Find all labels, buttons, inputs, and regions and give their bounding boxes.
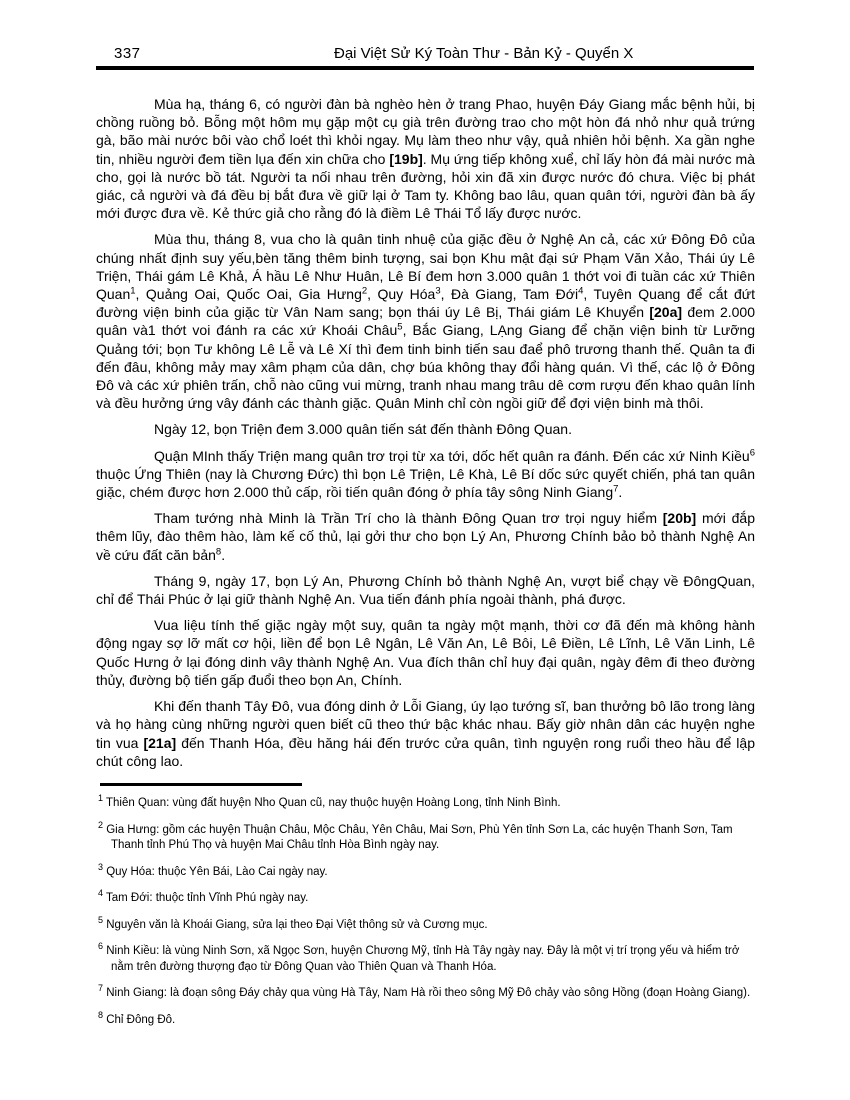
footnote-number: 4 <box>98 888 104 899</box>
text-run: . <box>618 484 623 501</box>
footnote-number: 2 <box>98 819 104 830</box>
footnote-number: 3 <box>98 861 104 872</box>
footnote-text: Tam Đới: thuộc tỉnh Vĩnh Phú ngày nay. <box>103 892 309 904</box>
text-run: mới đắp thêm lũy, đào thêm hào, làm kế cố thủ, lại gởi thư cho bọn Lý An, Phương Chính bảo bỏ thành Nghệ An về cứu đất căn bản <box>96 510 756 563</box>
text-run: Tháng 9, ngày 17, bọn Lý An, Phương Chính bỏ thành Nghệ An, vượt biể chạy về ĐôngQuan, chỉ để Thái Phúc ở lại giữ thành Nghệ An. Vua tiến đánh phía ngoài thành, phá được. <box>96 572 755 608</box>
text-run: , Tuyên Quang để cắt đứt đường viện binh của giặc từ Vân Nam sang; bọn thái úy Lê Bị, Thái giám Lê Khuyển <box>96 286 755 321</box>
footnote-ref: 5 <box>397 321 403 333</box>
footnote <box>98 983 756 1002</box>
footnote-text: Gia Hưng: gồm các huyện Thuận Châu, Mộc Châu, Yên Châu, Mai Sơn, Phù Yên tỉnh Sơn La, các huyện Thanh Sơn, Tam Thanh tỉnh Phú Thọ và huyện Mai Châu tỉnh Hòa Bình ngày nay. <box>103 823 733 851</box>
paragraph <box>96 447 755 502</box>
paragraph <box>96 509 755 564</box>
footnote-ref: 1 <box>130 285 136 297</box>
footnote-number: 6 <box>98 941 104 952</box>
footnote-text: Nguyên văn là Khoái Giang, sửa lại theo Đại Việt thông sử và Cương mục. <box>103 918 488 931</box>
folio-marker: [20b] <box>662 510 697 527</box>
footnote <box>98 941 756 975</box>
footnote-ref: 4 <box>578 285 584 297</box>
footnote-ref: 8 <box>215 546 222 558</box>
header-rule <box>96 66 754 70</box>
text-run: , Bắc Giang, LẠng Giang để chặn viện binh từ Lưỡng Quảng tới; bọn Tư không Lê Lễ và Lê Xí thì đem tinh binh tiến sau đaể phô trương thanh thế. Quân ta đi đến đâu, không mảy may xâm phạm của dân, chợ búa không thay đổi hàng quán. Vì thế, các lộ ở Đông Đô và các xứ phiên trấn, chỗ nào cũng vui mừng, tranh nhau mang trâu dê cơm rượu đến khao quân lính và đều hưởng ứng vây đánh các thành giặc. Quân Minh chỉ còn ngồi giữ để đợi viện binh mà thôi. <box>96 322 755 412</box>
footnote-text: Ninh Kiều: là vùng Ninh Sơn, xã Ngọc Sơn, huyện Chương Mỹ, tỉnh Hà Tây ngày nay. Đây là một vị trí trọng yếu và hiểm trở nằm trên đường thượng đạo từ Đông Quan vào Thiên Quan và Thanh Hóa. <box>103 945 740 973</box>
footnote-text: Thiên Quan: vùng đất huyện Nho Quan cũ, nay thuộc huyện Hoàng Long, tỉnh Ninh Bình. <box>103 797 561 809</box>
footnote-number: 7 <box>98 983 104 994</box>
text-run: , Đà Giang, Tam Đới <box>440 286 579 303</box>
text-run: . <box>221 546 226 563</box>
footnote-text: Ninh Giang: là đoạn sông Đáy chảy qua vùng Hà Tây, Nam Hà rồi theo sông Mỹ Đô chảy vào sông Hồng (đoạn Hoàng Giang). <box>103 987 751 999</box>
footnote-number: 1 <box>98 793 104 804</box>
footnote-ref: 3 <box>435 285 441 297</box>
body-paragraphs <box>96 95 755 778</box>
footnote <box>98 888 756 907</box>
footnote <box>98 861 756 881</box>
text-run: Quận MInh thấy Triện mang quân trơ trọi từ xa tới, dốc hết quân ra đánh. Đến các xứ Ninh Kiều <box>154 447 750 464</box>
folio-marker: [20a] <box>649 304 683 321</box>
footnote-separator <box>100 783 302 786</box>
footnote-text: Chỉ Đông Đô. <box>103 1013 176 1026</box>
paragraph <box>96 420 755 438</box>
footnote-ref: 7 <box>613 483 619 495</box>
paragraph <box>96 697 755 770</box>
text-run: Mùa thu, tháng 8, vua cho là quân tinh nhuệ của giặc đều ở Nghệ An cả, các xứ Đông Đô của chúng nhất định suy yếu,bèn tăng thêm binh tượng, sai bọn Khu mật đại sứ Phạm Văn Xảo, Thái úy Lê Triện, Thái gám Lê Khả, Á hầu Lê Như Huân, Lê Bí đem hơn 3.000 quân 1 thớt voi đi tuần các xứ Thiên Quan <box>96 231 755 303</box>
text-run: đem 2.000 quân và1 thớt voi đánh ra các xứ Khoái Châu <box>96 304 755 339</box>
paragraph <box>96 616 755 689</box>
text-run: , Quy Hóa <box>367 286 436 303</box>
folio-marker: [21a] <box>143 734 177 751</box>
footnote-ref: 6 <box>749 447 755 458</box>
paragraph <box>96 572 755 608</box>
paragraph <box>96 95 755 222</box>
footnote-number: 5 <box>98 914 104 925</box>
folio-marker: [19b] <box>389 150 423 167</box>
footnote-number: 8 <box>98 1009 104 1020</box>
footnote <box>98 1009 756 1029</box>
text-run: Tham tướng nhà Minh là Trần Trí cho là thành Đông Quan trơ trọi nguy hiểm <box>154 510 663 527</box>
text-run: thuộc Ứng Thiên (nay là Chương Đức) thì bọn Lê Triện, Lê Khà, Lê Bí dốc sức quyết chiến, phá tan quân giặc, chém được hơn 2.000 thủ cấp, rồi tiến quân đóng ở phía tây sông Ninh Giang <box>96 465 755 501</box>
footnote <box>98 793 756 812</box>
footnote-ref: 2 <box>361 285 368 297</box>
footnote <box>98 914 756 934</box>
footnote <box>98 819 756 854</box>
paragraph <box>96 230 755 412</box>
document-title: Đại Việt Sử Ký Toàn Thư - Bản Kỷ - Quyển X <box>334 45 634 62</box>
footnotes-list <box>98 793 756 1039</box>
footnote-text: Quy Hóa: thuộc Yên Bái, Lào Cai ngày nay. <box>103 865 328 878</box>
text-run: , Quảng Oai, Quốc Oai, Gia Hưng <box>135 286 362 303</box>
page-number: 337 <box>114 45 141 62</box>
text-run: Mùa hạ, tháng 6, có người đàn bà nghèo hèn ở trang Phao, huyện Đáy Giang mắc bệnh hủi, bị chồng ruồng bỏ. Bỗng một hôm mụ gặp một cụ già trên đường trao cho một hòn đá nhỏ như quả trứng gà, bão mài nước bôi vào chổ loét thì khỏi ngay. Mụ làm theo như vậy, quả nhiên hỏi bệnh. Xa gần nghe tin, nhiều người đem tiền lụa đến xin chữa cho <box>96 96 755 167</box>
text-run: Ngày 12, bọn Triện đem 3.000 quân tiến sát đến thành Đông Quan. <box>154 421 572 438</box>
text-run: Khi đến thanh Tây Đô, vua đóng dinh ở Lỗi Giang, úy lạo tướng sĩ, ban thưởng bô lão trong làng và họ hàng cùng những người quen biết cũ theo thứ bậc khác nhau. Bấy giờ nhân dân các huyện nghe tin vua <box>96 698 755 751</box>
text-run: đến Thanh Hóa, đều hăng hái đến trước cửa quân, tình nguyện rong ruổi theo hầu để lập chút công lao. <box>96 734 755 769</box>
text-run: Vua liệu tính thế giặc ngày một suy, quân ta ngày một mạnh, thời cơ đã đến mà không hành động ngay sợ lỡ mất cơ hội, liền để bọn Lê Ngân, Lê Văn An, Lê Bôi, Lê Điền, Lê Lĩnh, Lê Văn Linh, Lê Quốc Hưng ở lại đóng dinh vây thành Nghệ An. Vua đích thân chỉ huy đại quân, ngày đêm đi theo đường thủy, đường bộ tiến gấp đuổi theo bọn An, Chính. <box>96 617 755 688</box>
text-run: . Mụ ứng tiếp không xuể, chỉ lấy hòn đá mài nước mà cho, gọi là nước bồ tát. Người ta nối nhau trên đường, hỏi xin đã xin được nước đó chưa. Việc bị phát giác, cả người và đá đều bị bắt đưa về giữ lại ở Tam ty. Không bao lâu, quan quân tới, người đàn bà ấy mới được đưa về. Kẻ thức giả cho rằng đó là điềm Lê Thái Tổ lấy được nước. <box>96 150 755 222</box>
